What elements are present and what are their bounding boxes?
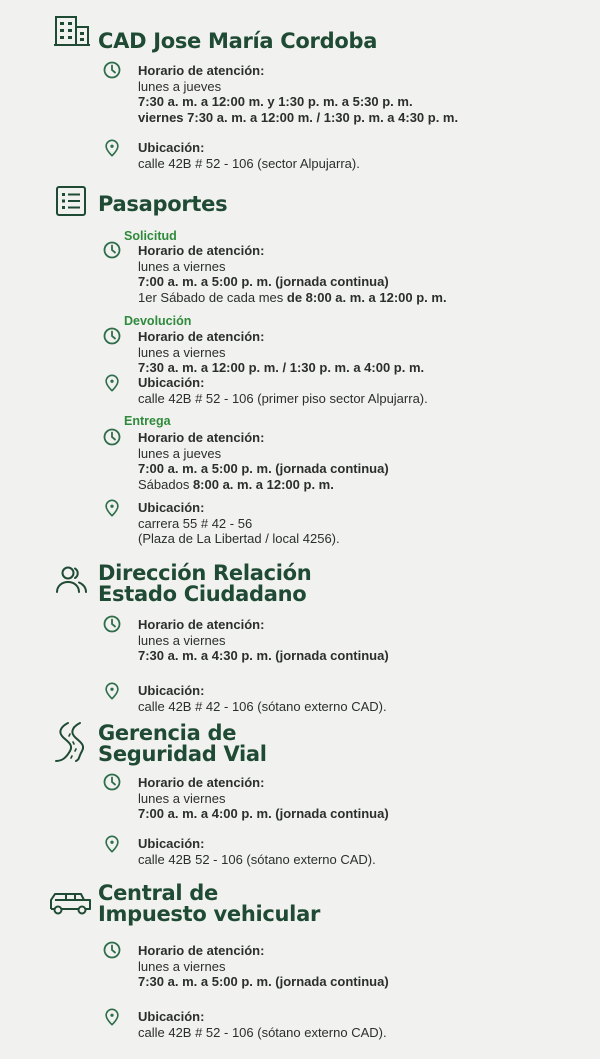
list-icon xyxy=(55,185,87,217)
location-value: calle 42B # 52 - 106 (sector Alpujarra). xyxy=(138,155,360,171)
seguridad-location xyxy=(138,836,376,867)
entrega-hours xyxy=(138,430,389,492)
hours-line-prefix: 1er Sábado de cada mes xyxy=(138,289,287,305)
section-title-direccion xyxy=(98,563,311,605)
hours-line xyxy=(138,290,447,306)
hours-line: 7:00 a. m. a 5:00 p. m. (jornada continua) xyxy=(138,461,389,476)
cad-location xyxy=(138,140,360,171)
hours-days: lunes a jueves xyxy=(138,78,222,94)
impuesto-hours xyxy=(138,943,389,990)
hours-label: Horario de atención: xyxy=(138,63,265,78)
section-title-seguridad xyxy=(98,723,267,765)
hours-line-time: 8:00 a. m. a 12:00 p. m. xyxy=(192,476,334,492)
clock-icon xyxy=(103,241,121,259)
hours-days: lunes a viernes xyxy=(138,790,226,806)
location-value: calle 42B # 52 - 106 (sótano externo CAD). xyxy=(138,1024,387,1040)
section-title-line: Seguridad Vial xyxy=(98,742,267,766)
clock-icon xyxy=(103,61,121,79)
location-value: calle 42B 52 - 106 (sótano externo CAD). xyxy=(138,851,376,867)
section-title-line: Dirección Relación xyxy=(98,561,312,585)
impuesto-location xyxy=(138,1009,387,1040)
clock-icon xyxy=(103,327,121,345)
hours-line-prefix: Sábados xyxy=(138,476,193,492)
location-label: Ubicación: xyxy=(138,1009,205,1024)
jeep-icon xyxy=(48,891,94,917)
location-pin-icon xyxy=(103,682,121,700)
hours-line: 7:30 a. m. a 4:30 p. m. (jornada continua) xyxy=(138,648,389,663)
clock-icon xyxy=(103,615,121,633)
building-icon xyxy=(53,14,91,48)
location-value: (Plaza de La Libertad / local 4256). xyxy=(138,531,340,546)
section-title-line: Estado Ciudadano xyxy=(98,582,307,606)
entrega-location xyxy=(138,500,340,547)
location-pin-icon xyxy=(103,139,121,157)
hours-label: Horario de atención: xyxy=(138,775,265,790)
location-label: Ubicación: xyxy=(138,500,205,515)
section-title-line: Gerencia de xyxy=(98,721,237,745)
subsection-entrega: Entrega xyxy=(124,414,171,428)
hours-line-time: de 8:00 a. m. a 12:00 p. m. xyxy=(286,289,447,305)
hours-days: lunes a jueves xyxy=(138,445,222,461)
hours-label: Horario de atención: xyxy=(138,329,265,344)
direccion-location xyxy=(138,683,387,714)
cad-hours xyxy=(138,63,458,125)
hours-line: 7:30 a. m. a 5:00 p. m. (jornada continua) xyxy=(138,974,389,989)
location-value: calle 42B # 52 - 106 (primer piso sector Alpujarra). xyxy=(138,390,428,406)
subsection-devolucion: Devolución xyxy=(124,314,192,328)
road-icon xyxy=(54,721,88,763)
people-icon xyxy=(54,565,90,595)
hours-line: 7:30 a. m. a 12:00 p. m. / 1:30 p. m. a 4:00 p. m. xyxy=(138,360,425,375)
seguridad-hours xyxy=(138,775,389,822)
section-title-pasaportes: Pasaportes xyxy=(98,192,228,216)
devolucion-hours xyxy=(138,329,424,376)
section-title-line: Central de xyxy=(98,881,218,905)
location-pin-icon xyxy=(103,835,121,853)
solicitud-hours xyxy=(138,243,447,305)
location-label: Ubicación: xyxy=(138,140,205,155)
subsection-solicitud: Solicitud xyxy=(124,229,177,243)
hours-line: 7:00 a. m. a 4:00 p. m. (jornada continua) xyxy=(138,806,389,821)
location-value: calle 42B # 42 - 106 (sótano externo CAD). xyxy=(138,698,387,714)
clock-icon xyxy=(103,428,121,446)
hours-days: lunes a viernes xyxy=(138,632,226,648)
hours-days: lunes a viernes xyxy=(138,344,226,360)
hours-days: lunes a viernes xyxy=(138,958,226,974)
hours-label: Horario de atención: xyxy=(138,243,265,258)
location-pin-icon xyxy=(103,374,121,392)
location-label: Ubicación: xyxy=(138,836,205,851)
hours-label: Horario de atención: xyxy=(138,430,265,445)
section-title-impuesto xyxy=(98,883,320,925)
location-pin-icon xyxy=(103,499,121,517)
hours-line xyxy=(138,477,389,493)
hours-label: Horario de atención: xyxy=(138,617,265,632)
location-value: carrera 55 # 42 - 56 xyxy=(138,515,253,531)
section-title-cad: CAD Jose María Cordoba xyxy=(98,29,378,53)
devolucion-location xyxy=(138,375,428,406)
location-pin-icon xyxy=(103,1008,121,1026)
clock-icon xyxy=(103,773,121,791)
hours-line: 7:00 a. m. a 5:00 p. m. (jornada continua) xyxy=(138,274,389,289)
hours-days: lunes a viernes xyxy=(138,258,226,274)
hours-line: 7:30 a. m. a 12:00 m. y 1:30 p. m. a 5:30 p. m. xyxy=(138,94,413,109)
section-title-line: Impuesto vehicular xyxy=(98,902,321,926)
hours-label: Horario de atención: xyxy=(138,943,265,958)
hours-line: viernes 7:30 a. m. a 12:00 m. / 1:30 p. m. a 4:30 p. m. xyxy=(138,109,459,125)
clock-icon xyxy=(103,941,121,959)
direccion-hours xyxy=(138,617,389,664)
location-label: Ubicación: xyxy=(138,683,205,698)
location-label: Ubicación: xyxy=(138,375,205,390)
